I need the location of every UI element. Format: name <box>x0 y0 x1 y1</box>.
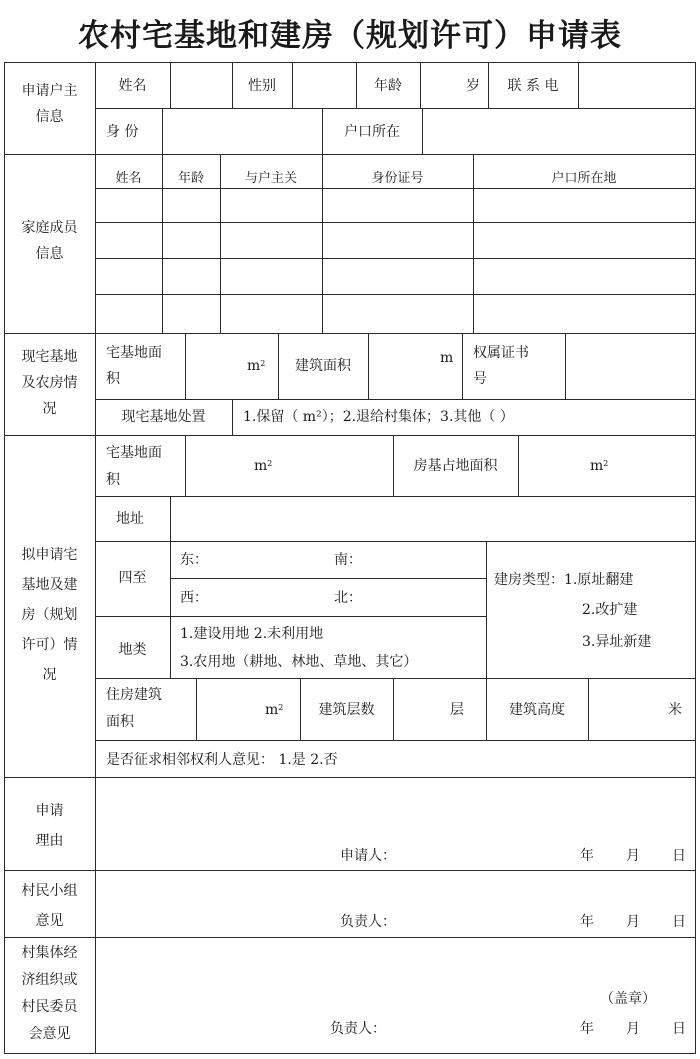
label-east: 东： <box>180 552 208 568</box>
rule <box>4 435 696 436</box>
unit-m2 <box>265 696 283 724</box>
label-line: 面积 <box>106 714 134 730</box>
rule <box>518 435 519 496</box>
label-year: 年 <box>580 1021 594 1037</box>
section-family-line: 家庭成员 <box>21 220 78 236</box>
label-footprint: 房基占地面积 <box>413 458 498 474</box>
rule <box>578 62 579 108</box>
label-line: 宅基地面 <box>106 345 162 361</box>
rule <box>486 541 487 678</box>
section-applicant <box>4 78 95 130</box>
label-boundaries: 四至 <box>118 570 147 586</box>
rule <box>4 154 696 155</box>
unit-m2 <box>590 452 608 480</box>
rule <box>695 62 696 1053</box>
rule <box>185 333 186 399</box>
section-group-line: 村民小组 <box>21 883 78 899</box>
label-applicant-sign: 申请人： <box>340 848 396 864</box>
page-title: 农村宅基地和建房（规划许可）申请表 <box>78 18 622 54</box>
label-day: 日 <box>672 1021 686 1037</box>
section-proposed-line: 房（规划 <box>21 607 78 623</box>
rule <box>4 937 696 938</box>
label-id: 身 份 <box>106 124 139 140</box>
rule <box>95 399 696 400</box>
label-line: 积 <box>106 472 120 488</box>
build-type-option-2: 2.改扩建 <box>582 602 638 618</box>
rule <box>170 496 171 678</box>
label-current-homestead-area <box>106 340 162 392</box>
label-disposal: 现宅基地处置 <box>121 409 206 425</box>
build-type-option-3: 3.异址新建 <box>582 634 652 650</box>
label-line: 宅基地面 <box>106 445 162 461</box>
section-family-line: 信息 <box>35 246 64 262</box>
unit-text: m <box>265 702 279 718</box>
section-current-line: 现宅基地 <box>21 349 78 365</box>
section-reason-line: 申请 <box>35 803 64 819</box>
label-group-sign: 负责人： <box>340 914 396 930</box>
label-proposed-homestead-area <box>106 440 162 494</box>
label-line: 住房建筑 <box>106 687 162 703</box>
unit-floors: 层 <box>450 702 464 718</box>
label-phone: 联 系 电 <box>507 78 559 94</box>
section-proposed-line: 许可）情 <box>21 637 78 653</box>
label-day: 日 <box>672 848 686 864</box>
rule <box>95 616 486 617</box>
rule <box>95 678 696 679</box>
section-proposed <box>4 540 95 690</box>
label-floors: 建筑层数 <box>318 702 375 718</box>
label-age: 年龄 <box>374 78 402 94</box>
header-id-number: 身份证号 <box>371 171 424 186</box>
rule <box>420 62 421 108</box>
header-member-age: 年龄 <box>177 171 204 186</box>
label-build-type: 建房类型：1.原址翻建 <box>494 572 634 588</box>
unit-m: m <box>440 350 454 366</box>
unit-m2 <box>247 352 265 380</box>
rule <box>588 678 589 740</box>
header-relation: 与户主关 <box>244 171 297 186</box>
superscript-2: 2 <box>267 459 273 468</box>
label-address: 地址 <box>116 511 144 527</box>
label-south: 南： <box>334 552 362 568</box>
header-hukou: 户口所在地 <box>551 171 617 186</box>
label-residential-area <box>106 682 162 736</box>
label-day: 日 <box>672 914 686 930</box>
rule <box>393 678 394 740</box>
label-cert <box>473 340 529 392</box>
rule <box>185 435 186 496</box>
section-current-line: 况 <box>42 401 57 417</box>
rule <box>462 333 463 399</box>
section-proposed-line: 基地及建 <box>21 577 78 593</box>
section-reason-line: 理由 <box>35 833 64 849</box>
section-collective-line: 会意见 <box>28 1026 71 1042</box>
section-family <box>4 215 95 267</box>
rule <box>368 333 369 399</box>
rule <box>170 62 171 108</box>
superscript-2: 2 <box>278 703 284 712</box>
rule <box>196 678 197 740</box>
rule <box>565 333 566 399</box>
rule <box>4 870 696 871</box>
label-line: 积 <box>106 371 120 387</box>
rule <box>4 333 696 334</box>
label-collective-sign: 负责人： <box>330 1021 386 1037</box>
label-month: 月 <box>626 1021 640 1037</box>
label-age-unit: 岁 <box>466 78 480 94</box>
rule <box>162 108 163 154</box>
section-group-line: 意见 <box>35 913 64 929</box>
unit-text: m <box>247 358 261 374</box>
rule <box>95 258 696 259</box>
label-land-type: 地类 <box>118 642 147 658</box>
rule <box>95 294 696 295</box>
label-hukou: 户口所在 <box>344 124 400 140</box>
disposal-options: 1.保留（ m²）；2.退给村集体；3.其他（ ） <box>243 409 514 425</box>
rule <box>292 62 293 108</box>
section-applicant-line: 申请户主 <box>21 83 78 99</box>
section-collective-line: 济组织或 <box>21 972 78 988</box>
unit-text: m <box>590 458 604 474</box>
section-proposed-line: 拟申请宅 <box>21 547 78 563</box>
rule <box>4 62 696 63</box>
section-applicant-line: 信息 <box>35 109 64 125</box>
label-line: 权属证书 <box>473 345 529 361</box>
rule <box>4 1053 696 1054</box>
label-name: 姓名 <box>118 78 147 94</box>
section-collective-line: 村集体经 <box>21 945 78 961</box>
label-north: 北： <box>334 590 362 606</box>
section-collective-line: 村民委员 <box>21 999 78 1015</box>
label-month: 月 <box>626 848 640 864</box>
label-gender: 性别 <box>248 78 276 94</box>
rule <box>95 108 696 109</box>
rule <box>170 578 486 579</box>
rule <box>95 62 96 1053</box>
rule <box>95 740 696 741</box>
land-type-options-1: 1.建设用地 2.未利用地 <box>180 626 324 642</box>
label-west: 西： <box>180 590 208 606</box>
label-height: 建筑高度 <box>509 702 565 718</box>
land-type-options-2: 3.农用地（耕地、林地、草地、其它） <box>180 654 418 670</box>
rule <box>4 777 696 778</box>
unit-height: 米 <box>668 702 682 718</box>
unit-m2 <box>254 452 272 480</box>
rule <box>422 108 423 154</box>
label-seal: （盖章） <box>600 991 656 1007</box>
section-proposed-line: 况 <box>42 667 57 683</box>
section-current-line: 及农房情 <box>21 375 78 391</box>
rule <box>95 541 696 542</box>
label-line: 号 <box>473 371 487 387</box>
rule <box>95 496 696 497</box>
neighbor-consent: 是否征求相邻权利人意见： 1.是 2.否 <box>106 752 338 768</box>
section-current <box>4 344 95 422</box>
rule <box>232 399 233 435</box>
section-group <box>4 876 95 936</box>
header-member-name: 姓名 <box>115 171 142 186</box>
label-year: 年 <box>580 848 594 864</box>
label-building-area: 建筑面积 <box>295 358 351 374</box>
section-collective <box>4 940 95 1048</box>
superscript-2: 2 <box>260 359 266 368</box>
unit-text: m <box>254 458 268 474</box>
label-month: 月 <box>626 914 640 930</box>
label-year: 年 <box>580 914 594 930</box>
section-reason <box>4 796 95 856</box>
rule <box>95 222 696 223</box>
superscript-2: 2 <box>603 459 609 468</box>
